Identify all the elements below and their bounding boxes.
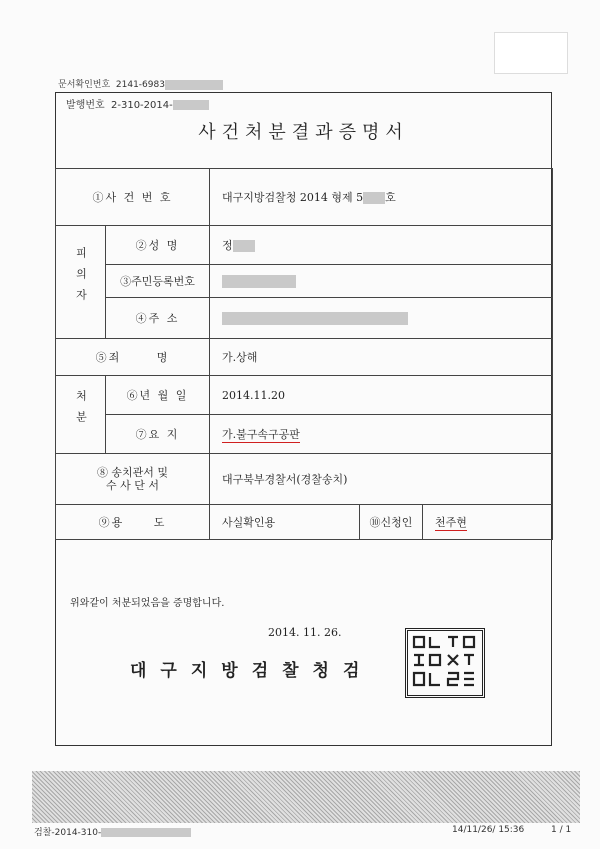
issue-date: 2014. 11. 26. — [268, 626, 342, 639]
name-text: 정 — [222, 239, 233, 252]
case-info-table — [55, 168, 553, 540]
suspect-group-label — [56, 226, 106, 339]
corner-mark-box — [494, 32, 568, 74]
redaction — [165, 80, 223, 90]
applicant-value — [423, 505, 553, 540]
office-label-line2: 수 사 단 서 — [106, 479, 159, 492]
redaction — [222, 275, 296, 288]
issue-number-line — [66, 96, 209, 111]
redaction — [233, 240, 255, 252]
applicant-label: ⑩신청인 — [360, 505, 423, 540]
issue-number: 2-310-2014- — [111, 100, 173, 111]
disposition-group-label — [56, 376, 106, 454]
certification-text: 위와같이 처분되었음을 증명합니다. — [70, 598, 225, 609]
name-value — [210, 226, 553, 265]
document-title: 사건처분결과증명서 — [198, 122, 409, 143]
suspect-group-text: 피의자 — [74, 246, 88, 310]
footer-page: 1 / 1 — [551, 825, 572, 835]
redaction — [363, 192, 385, 204]
footer-doc-code-line — [34, 825, 191, 838]
crime-value: 가.상해 — [210, 339, 553, 376]
footer-doc-code: 검찰-2014-310- — [34, 828, 102, 838]
id-number-value — [210, 265, 553, 298]
issuing-office: 대구지방검찰청검 — [130, 661, 374, 681]
date-label: ⑥년 월 일 — [106, 376, 210, 415]
date-value: 2014.11.20 — [210, 376, 553, 415]
case-number-value — [210, 169, 553, 226]
use-label: ⑨용 도 — [56, 505, 210, 540]
official-seal — [405, 628, 485, 698]
case-number-label: ①사 건 번 호 — [56, 169, 210, 226]
summary-value — [210, 415, 553, 454]
applicant-text: 천주현 — [435, 516, 467, 529]
office-label-line1: ⑧ 송치관서 및 — [96, 466, 169, 479]
redaction — [173, 100, 209, 110]
disposition-group-text: 처분 — [74, 389, 88, 432]
doc-confirm-label: 문서확인번호 — [58, 80, 111, 90]
summary-label: ⑦요 지 — [106, 415, 210, 454]
case-number-suffix: 호 — [385, 191, 396, 204]
id-number-label: ③주민등록번호 — [106, 265, 210, 298]
seal-glyphs — [408, 631, 482, 695]
redaction — [222, 312, 408, 325]
summary-text: 가.불구속구공판 — [222, 428, 300, 441]
redaction — [101, 828, 191, 837]
case-number-text: 대구지방검찰청 2014 형제 5 — [222, 191, 364, 204]
address-label: ④주 소 — [106, 298, 210, 339]
issue-label: 발행번호 — [66, 100, 105, 111]
footer-timestamp: 14/11/26/ 15:36 — [452, 825, 525, 835]
office-value: 대구북부경찰서(경찰송치) — [210, 454, 553, 505]
use-value: 사실확인용 — [210, 505, 360, 540]
scan-noise-band — [32, 771, 580, 823]
doc-confirm-number: 2141-6983 — [115, 80, 165, 90]
address-value — [210, 298, 553, 339]
crime-label: ⑤죄 명 — [56, 339, 210, 376]
doc-confirm-line — [58, 77, 223, 90]
name-label: ②성 명 — [106, 226, 210, 265]
office-label — [56, 454, 210, 505]
